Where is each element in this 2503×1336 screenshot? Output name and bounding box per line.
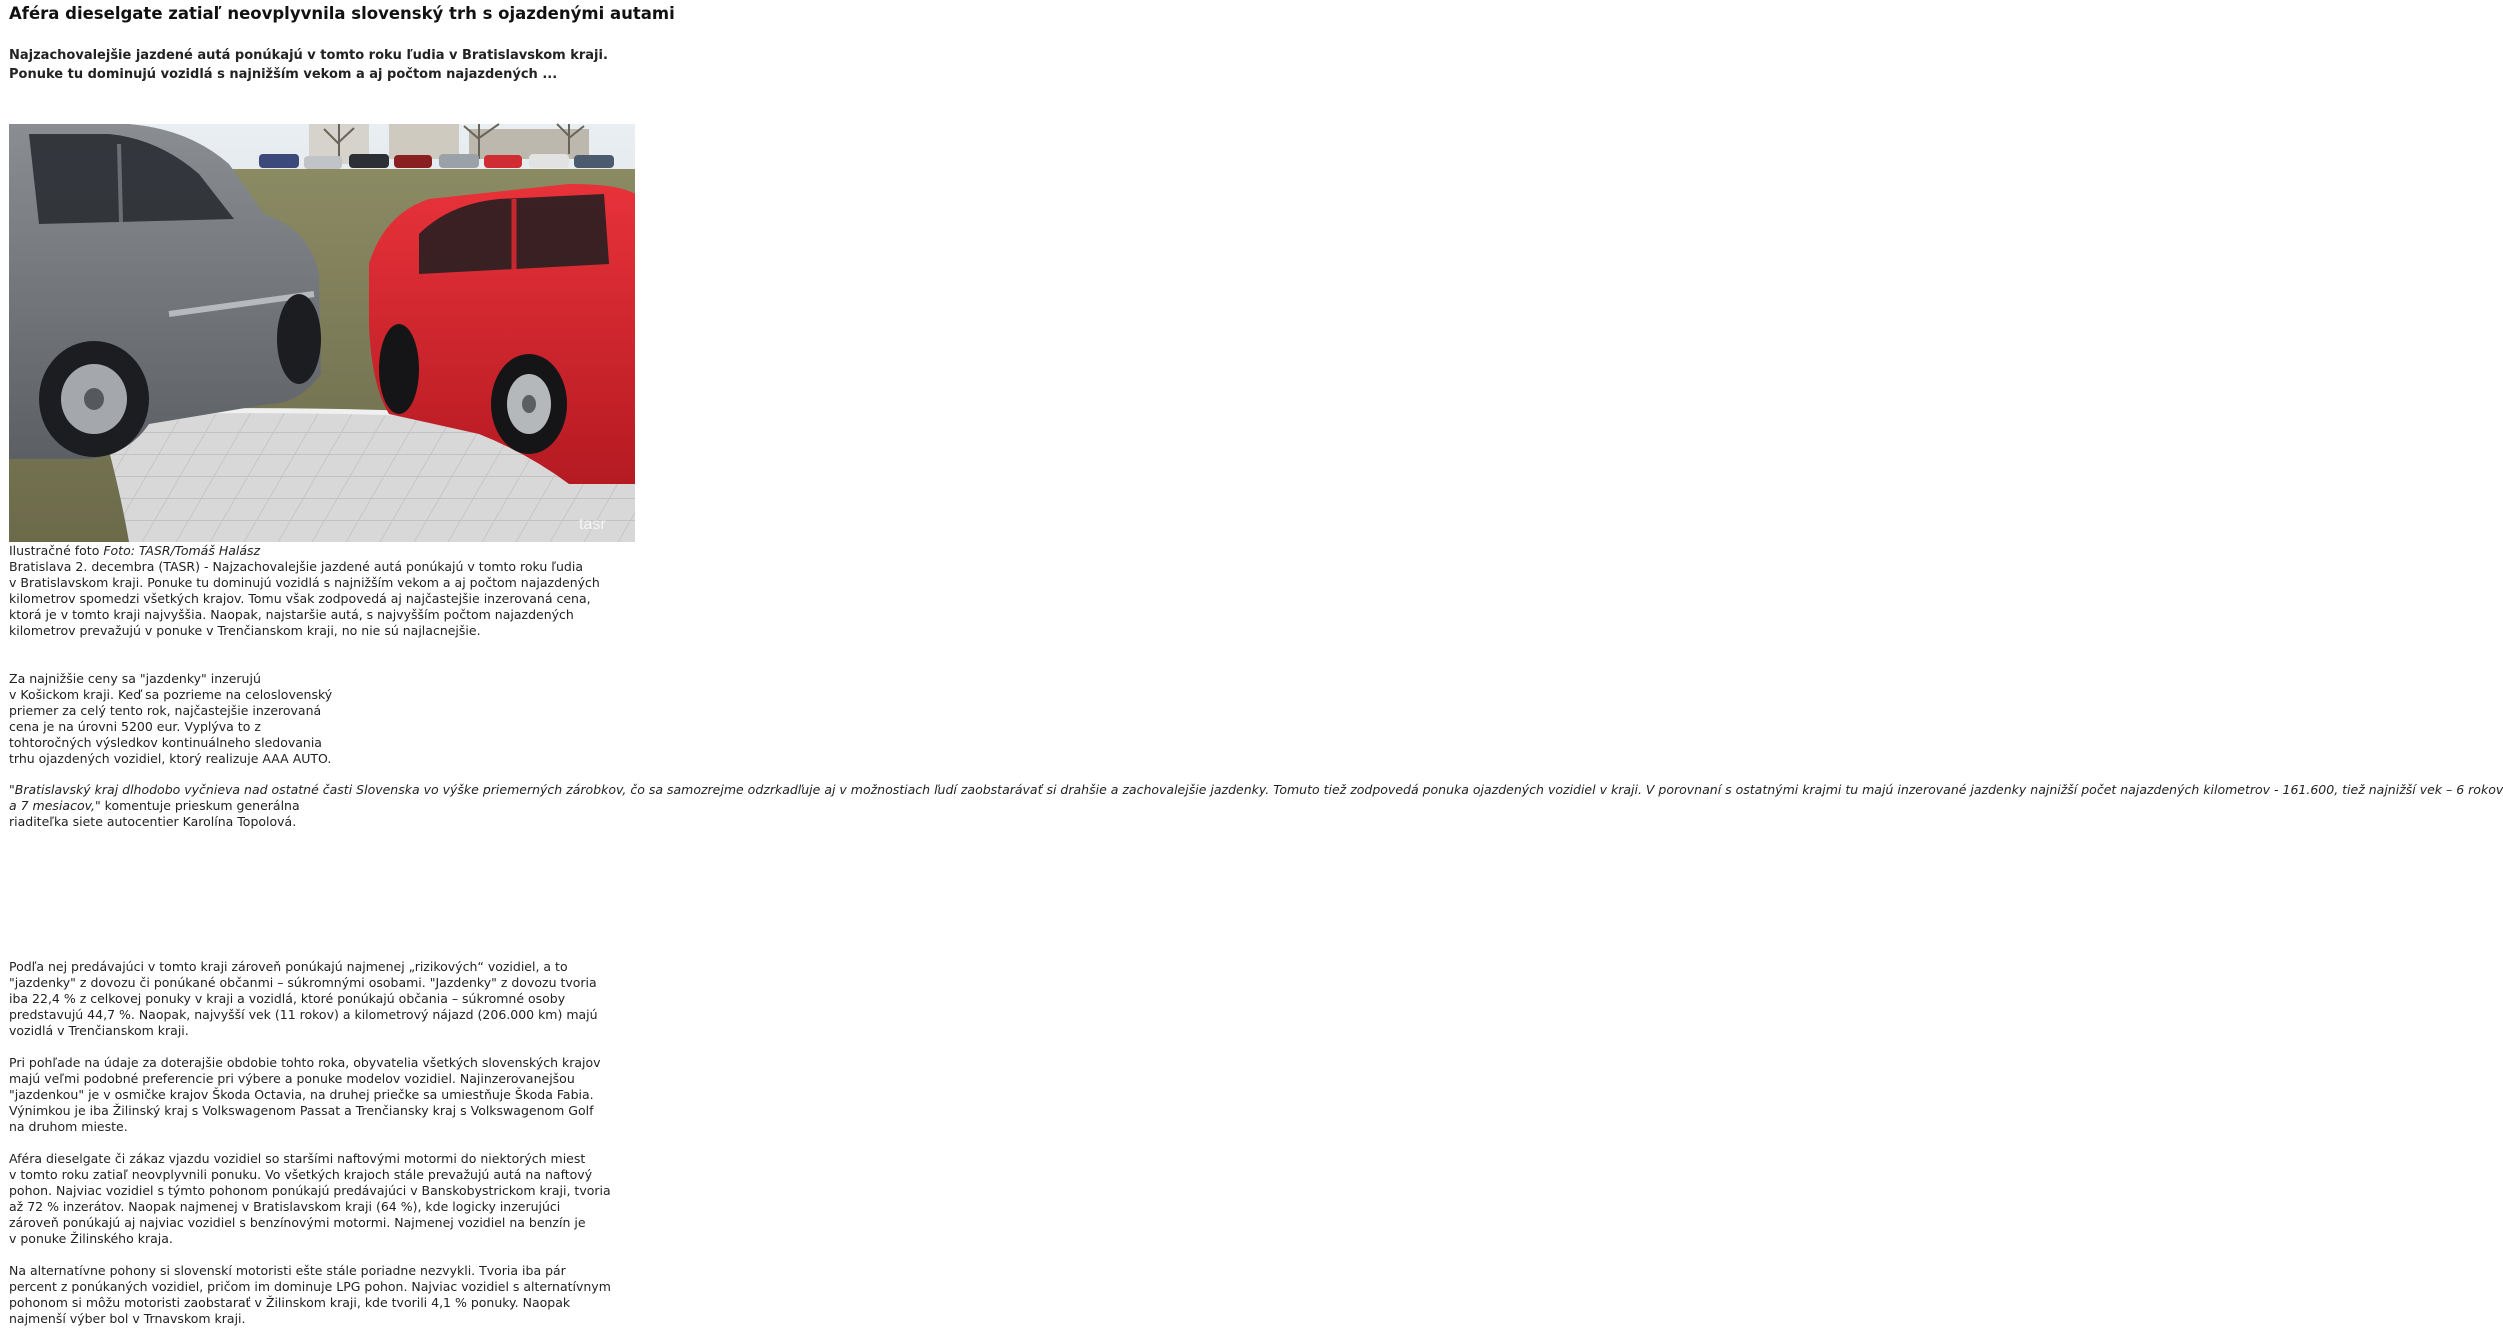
text-line: riaditeľka siete autocentier Karolína Topolová. [9, 814, 297, 830]
text-line: v tomto roku zatiaľ neovplyvnili ponuku. Vo všetkých krajoch stále prevažujú autá na naftový [9, 1167, 593, 1183]
paragraph-1 [9, 559, 600, 639]
caption-credit: Foto: TASR/Tomáš Halász [103, 543, 261, 558]
photo-caption [9, 543, 260, 559]
quote-line: kilometrov - 161.600, tiež najnižší vek – 6 rokov [2203, 782, 2503, 797]
text-line: kilometrov spomedzi všetkých krajov. Tomu však zodpovedá aj najčastejšie inzerovaná cena, [9, 591, 591, 607]
quote-line: a 7 mesiacov," [9, 798, 101, 814]
quote-line: zaobstarávať si drahšie a zachovalejšie jazdenky. [960, 782, 1270, 797]
quote-line: "Bratislavský kraj dlhodobo vyčnieva nad ostatné [9, 782, 319, 797]
text-line: Pri pohľade na údaje za doterajšie obdobie tohto roka, obyvatelia všetkých slovenských krajov [9, 1055, 601, 1070]
text-line: v ponuke Žilinského kraja. [9, 1231, 173, 1247]
text-line: kilometrov prevažujú v ponuke v Trenčianskom kraji, no nie sú najlacnejšie. [9, 623, 481, 639]
paragraph-6 [9, 1151, 611, 1248]
article-photo [9, 124, 635, 542]
text-line: zároveň ponúkajú aj najviac vozidiel s benzínovými motormi. Najmenej vozidiel na benzín je [9, 1215, 586, 1231]
text-line: predstavujú 44,7 %. Naopak, najvyšší vek (11 rokov) a kilometrový nájazd (206.000 km) majú [9, 1007, 598, 1023]
paragraph-2 [9, 671, 332, 768]
text-line: Aféra dieselgate či zákaz vjazdu vozidiel so staršími naftovými motormi do niektorých miest [9, 1151, 586, 1166]
text-line: vozidlá v Trenčianskom kraji. [9, 1023, 189, 1039]
article-lead [9, 46, 659, 84]
text-line: Výnimkou je iba Žilinský kraj s Volkswagenom Passat a Trenčiansky kraj s Volkswagenom Golf [9, 1103, 594, 1119]
article-title: Aféra dieselgate zatiaľ neovplyvnila slovenský trh s ojazdenými autami [9, 4, 675, 23]
text-line: na druhom mieste. [9, 1119, 128, 1135]
text-line: iba 22,4 % z celkovej ponuky v kraji a vozidlá, ktoré ponúkajú občania – súkromné osoby [9, 991, 566, 1007]
text-line: v Košickom kraji. Keď sa pozrieme na celoslovenský [9, 687, 333, 703]
text-line: Bratislava 2. decembra (TASR) - Najzachovalejšie jazdené autá ponúkajú v tomto roku ľudia [9, 559, 583, 574]
text-line: Na alternatívne pohony si slovenskí motoristi ešte stále poriadne nezvykli. Tvoria iba pár [9, 1263, 566, 1278]
text-line: "jazdenkou" je v osmičke krajov Škoda Octavia, na druhej priečke sa umiestňuje Škoda Fabia. [9, 1087, 594, 1103]
quote-line: časti Slovenska vo výške priemerných zárobkov, čo [322, 782, 645, 797]
text-line: najmenší výber bol v Trnavskom kraji. [9, 1311, 246, 1327]
text-line: cena je na úrovni 5200 eur. Vyplýva to z [9, 719, 261, 735]
photo-watermark: tasr [579, 516, 606, 533]
quote-line: inzerované jazdenky najnižší počet najazdených [1897, 782, 2200, 797]
text-line: trhu ojazdených vozidiel, ktorý realizuje AAA AUTO. [9, 751, 332, 767]
caption-prefix: Ilustračné foto [9, 543, 104, 558]
quote-line: Tomuto tiež zodpovedá ponuka ojazdených vozidiel [1273, 782, 1596, 797]
text-line: pohonom si môžu motoristi zaobstarať v Žilinskom kraji, kde tvorili 4,1 % ponuky. Naopak [9, 1295, 571, 1311]
text-line: priemer za celý tento rok, najčastejšie inzerovaná [9, 703, 322, 719]
paragraph-5 [9, 1055, 601, 1135]
quote-attribution: komentuje prieskum generálna [100, 798, 300, 814]
paragraph-4 [9, 959, 598, 1039]
text-line: v Bratislavskom kraji. Ponuke tu dominujú vozidlá s najnižším vekom a aj počtom najazdených [9, 575, 600, 591]
text-line [9, 798, 2503, 814]
text-line: Podľa nej predávajúci v tomto kraji zároveň ponúkajú najmenej „rizikových“ vozidiel, a to [9, 959, 568, 974]
paragraph-3-quote [9, 782, 2503, 830]
quote-line: sa samozrejme odzrkadľuje aj v možnostiach ľudí [648, 782, 957, 797]
text-line: "jazdenky" z dovozu či ponúkané občanmi – súkromnými osobami. "Jazdenky" z dovozu tvoria [9, 975, 597, 991]
text-line: pohon. Najviac vozidiel s týmto pohonom ponúkajú predávajúci v Banskobystrickom kraji, tvoria [9, 1183, 611, 1199]
text-line: ktorá je v tomto kraji najvyššia. Naopak, najstaršie autá, s najvyšším počtom najazdených [9, 607, 574, 623]
paragraph-7 [9, 1263, 611, 1327]
text-line: Za najnižšie ceny sa "jazdenky" inzerujú [9, 671, 261, 686]
lead-line: Najzachovalejšie jazdené autá ponúkajú v tomto roku ľudia v Bratislavskom kraji. [9, 48, 608, 63]
text-line: majú veľmi podobné preferencie pri výbere a ponuke modelov vozidiel. Najinzerovanejšou [9, 1071, 575, 1087]
lead-line: Ponuke tu dominujú vozidlá s najnižším vekom a aj počtom najazdených ... [9, 67, 558, 82]
text-line: až 72 % inzerátov. Naopak najmenej v Bratislavskom kraji (64 %), kde logicky inzerujúci [9, 1199, 561, 1215]
text-line: percent z ponúkaných vozidiel, pričom im dominuje LPG pohon. Najviac vozidiel s alternatívnym [9, 1279, 611, 1295]
text-line: tohtoročných výsledkov kontinuálneho sledovania [9, 735, 322, 751]
quote-line: v kraji. V porovnaní s ostatnými krajmi tu majú [1599, 782, 1894, 797]
